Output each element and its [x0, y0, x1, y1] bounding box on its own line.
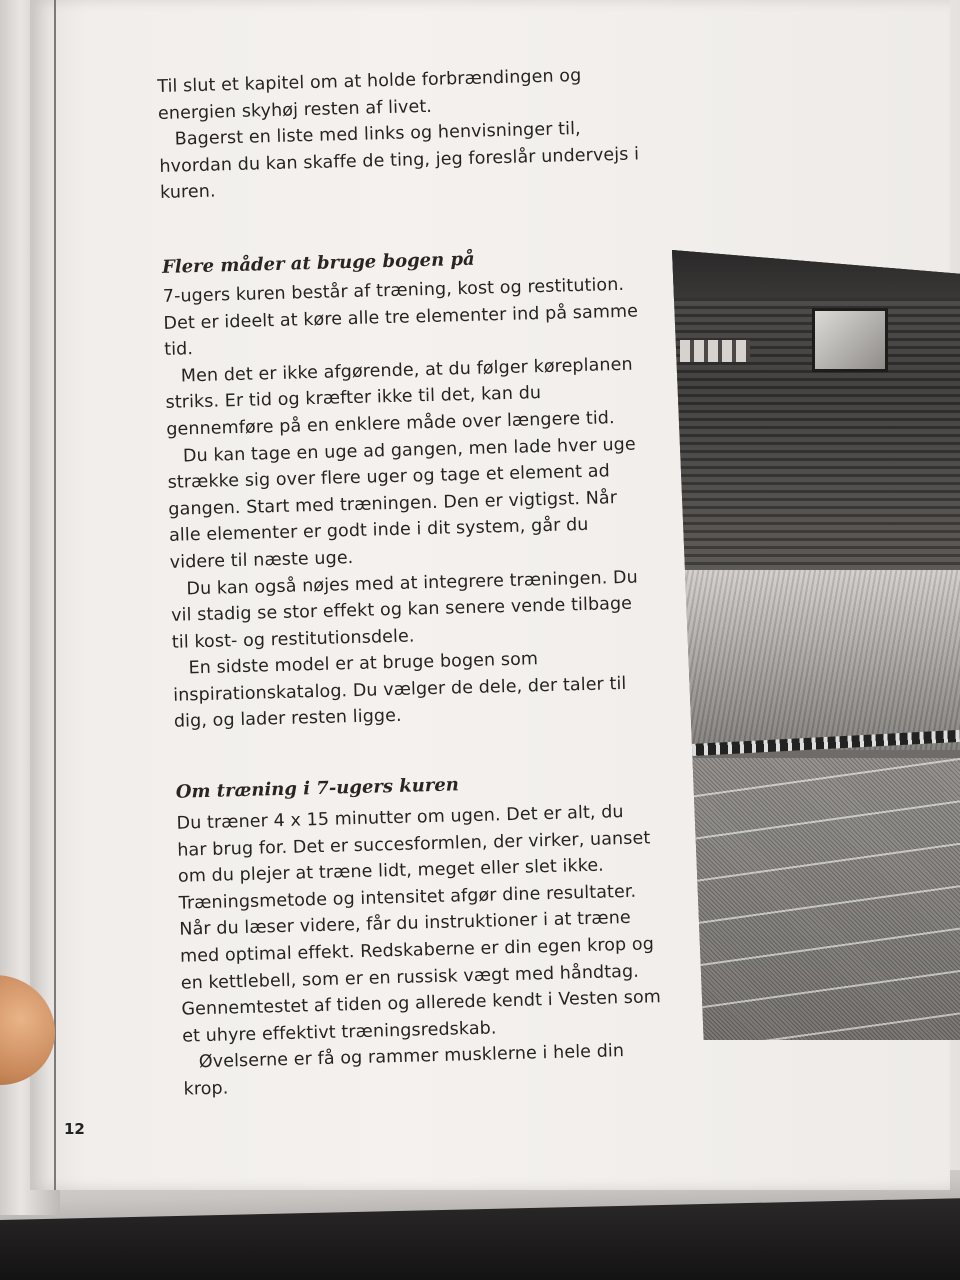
body-paragraph: 7-ugers kuren består af træning, kost og restitution. Det er ideelt at køre alle tre elementer ind på samme tid.: [162, 274, 639, 361]
stadium-field: [672, 570, 960, 750]
stadium-windows: [680, 340, 750, 362]
section-heading: Flere måder at bruge bogen på: [161, 248, 475, 278]
page-text: [157, 61, 664, 1103]
stadium-stands: [672, 250, 960, 580]
intro-paragraph: Bagerst en liste med links og henvisninger til, hvordan du kan skaffe de ting, jeg foreslår undervejs i kuren.: [159, 119, 640, 204]
body-paragraph: Du kan tage en uge ad gangen, men lade hver uge strække sig over flere uger og tage et element ad gangen. Start med træningen. Den er vigtigst. Når alle elementer er godt inde i dit system, går du videre til næste uge.: [167, 434, 636, 573]
section-heading: Om træning i 7-ugers kuren: [175, 774, 460, 803]
stadium-scoreboard-screen: [812, 308, 888, 372]
body-paragraph: Du kan også nøjes med at integrere træningen. Du vil stadig se stor effekt og kan senere vende tilbage til kost- og restitutionsdele.: [170, 567, 639, 653]
body-paragraph: En sidste model er at bruge bogen som inspirationskatalog. Du vælger de dele, der taler til dig, og lader resten ligge.: [173, 649, 627, 733]
page-number: 12: [64, 1120, 85, 1138]
body-paragraph: Du træner 4 x 15 minutter om ugen. Det er alt, du har brug for. Det er succesformlen, der virker, uanset om du plejer at træne lidt, meget eller slet ikke.: [176, 802, 651, 887]
body-paragraph: Træningsmetode og intensitet afgør dine resultater. Når du læser videre, får du instruktioner i at træne med optimal effekt. Redskaberne er din egen krop og en kettlebell, som er en russisk vægt med håndtag. Gennemtestet af tiden og allerede kendt i Vesten som et uhyre effektivt træningsredskab.: [178, 881, 662, 1047]
body-paragraph: Men det er ikke afgørende, at du følger køreplanen striks. Er tid og kræfter ikke til det, kan du gennemføre på en enklere måde over længere tid.: [165, 354, 633, 440]
running-track: [672, 758, 960, 1040]
body-paragraph: Øvelserne er få og rammer musklerne i hele din krop.: [183, 1041, 625, 1100]
page-gutter-line: [54, 0, 56, 1190]
stadium-photo: [672, 250, 960, 1040]
intro-paragraph: Til slut et kapitel om at holde forbrændingen og energien skyhøj resten af livet.: [157, 65, 582, 124]
